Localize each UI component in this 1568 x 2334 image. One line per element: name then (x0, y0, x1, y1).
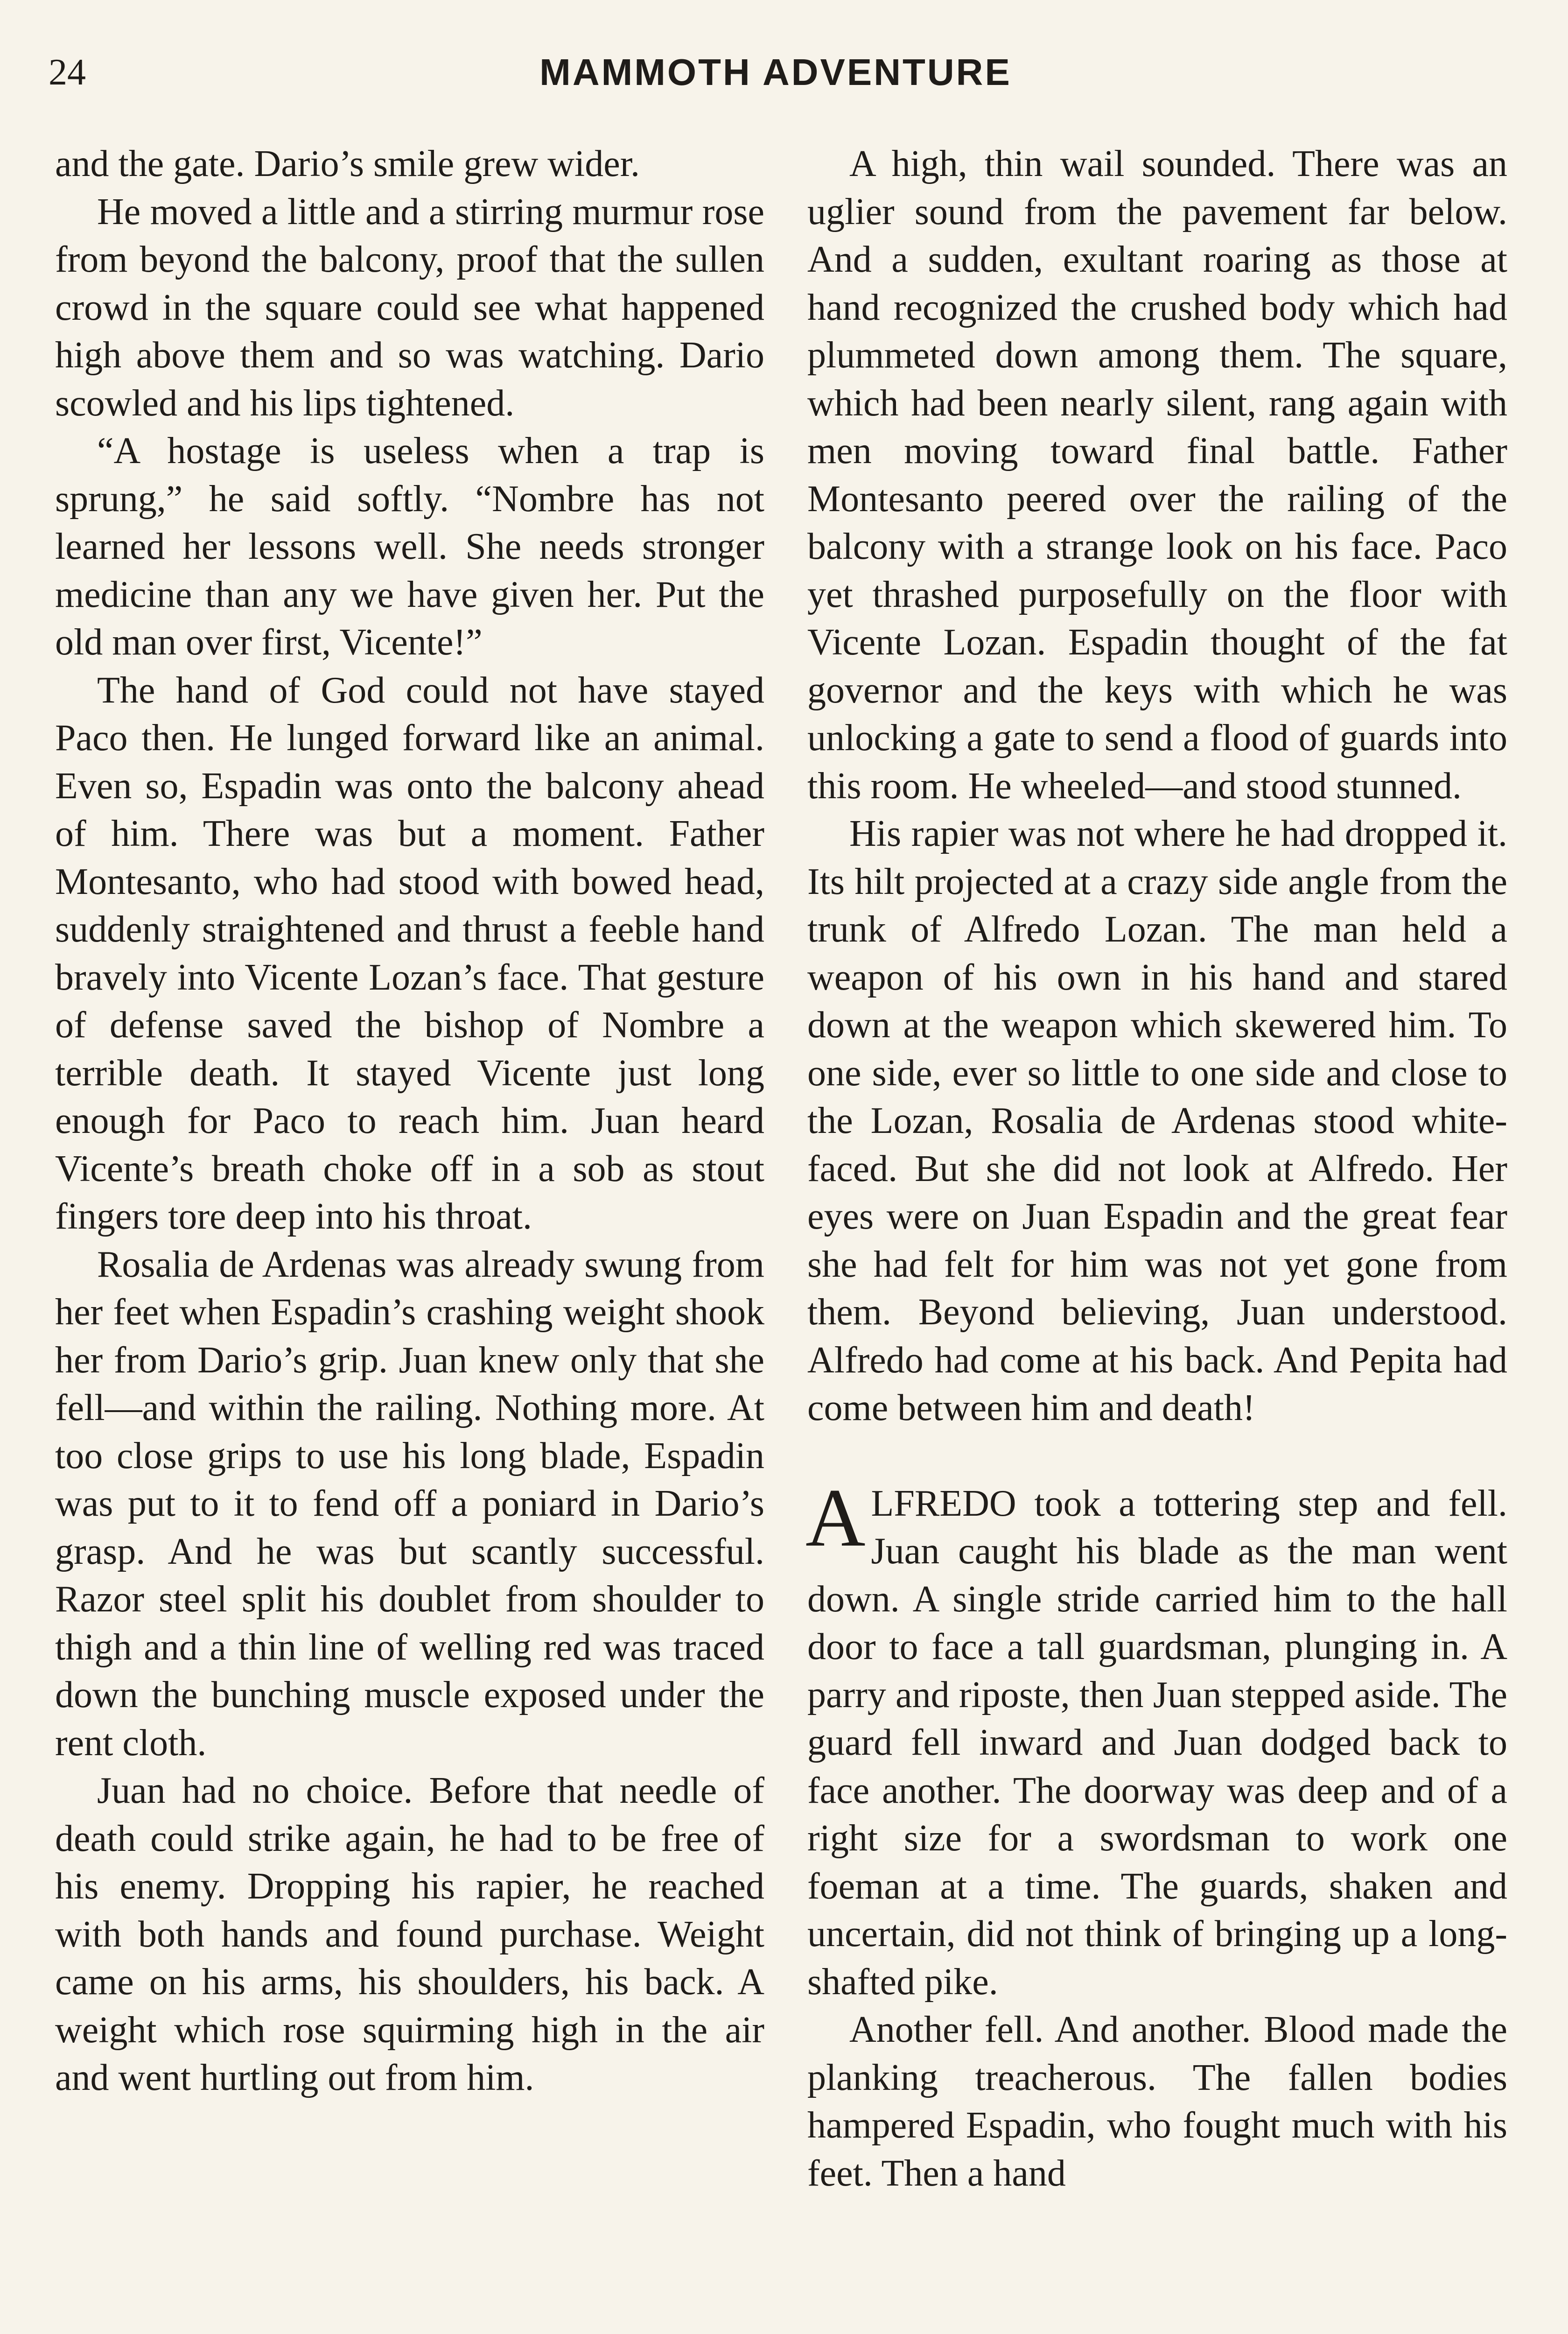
section-opening-text: LFREDO took a tottering step and fell. Juan caught his blade as the man went down. A single stride carried him to the hall door to face a tall guardsman, plunging in. A parry and riposte, then Juan stepped aside. The guard fell inward and Juan dodged back to face another. The doorway was deep and of a right size for a swordsman to work one foeman at a time. The guards, shaken and uncertain, did not think of bringing up a long-shafted pike. (807, 1483, 1507, 2003)
paragraph: The hand of God could not have stayed Paco then. He lunged forward like an animal. Even so, Espadin was onto the balcony ahead of him. There was but a moment. Father Montesanto, who had stood with bowed head, suddenly straightened and thrust a feeble hand bravely into Vicente Lozan’s face. That gesture of defense saved the bishop of Nombre a terrible death. It stayed Vicente just long enough for Paco to reach him. Juan heard Vicente’s breath choke off in a sob as stout fingers tore deep into his throat. (55, 669, 764, 1237)
drop-cap: A (805, 1471, 866, 1564)
paragraph: and the gate. Dario’s smile grew wider. (55, 143, 640, 184)
paragraph: Another fell. And another. Blood made the planking treacherous. The fallen bodies hampered Espadin, who fought much with his feet. Then a hand (807, 2009, 1507, 2194)
paragraph: He moved a little and a stirring murmur rose from beyond the balcony, proof that the sullen crowd in the square could see what happened high above them and so was watching. Dario scowled and his lips tightened. (55, 191, 764, 424)
running-title: MAMMOTH ADVENTURE (539, 51, 1012, 93)
section-opening-paragraph (805, 1471, 1507, 2006)
page-header (49, 47, 1503, 98)
left-column (55, 140, 764, 2102)
paragraph: A high, thin wail sounded. There was an uglier sound from the pavement far below. And a sudden, exultant roaring as those at hand recognized the crushed body which had plummeted down among them. The square, which had been nearly silent, rang again with men moving toward final battle. Father Montesanto peered over the railing of the balcony with a strange look on his face. Paco yet thrashed purposefully on the floor with Vicente Lozan. Espadin thought of the fat governor and the keys with which he was unlocking a gate to send a flood of guards into this room. He wheeled—and stood stunned. (807, 143, 1507, 807)
paragraph: Rosalia de Ardenas was already swung from her feet when Espadin’s crashing weight shook her from Dario’s grip. Juan knew only that she fell—and within the railing. Nothing more. At too close grips to use his long blade, Espadin was put to it to fend off a poniard in Dario’s grasp. And he was but scantly successful. Razor steel split his doublet from shoulder to thigh and a thin line of welling red was traced down the bunching muscle exposed under the rent cloth. (55, 1244, 764, 1764)
section-break (807, 1432, 1507, 1480)
paragraph: “A hostage is useless when a trap is sprung,” he said softly. “Nombre has not learned her lessons well. She needs stronger medicine than any we have given her. Put the old man over first, Vicente!” (55, 430, 764, 663)
paragraph: His rapier was not where he had dropped it. Its hilt projected at a crazy side angle from the trunk of Alfredo Lozan. The man held a weapon of his own in his hand and stared down at the weapon which skewered him. To one side, ever so little to one side and close to the Lozan, Rosalia de Ardenas stood white-faced. But she did not look at Alfredo. Her eyes were on Juan Espadin and the great fear she had felt for him was not yet gone from them. Beyond believing, Juan understood. Alfredo had come at his back. And Pepita had come between him and death! (807, 813, 1507, 1428)
paragraph: Juan had no choice. Before that needle of death could strike again, he had to be free of his enemy. Dropping his rapier, he reached with both hands and found purchase. Weight came on his arms, his shoulders, his back. A weight which rose squirming high in the air and went hurtling out from him. (55, 1770, 764, 2098)
right-column (807, 140, 1507, 2197)
page-number: 24 (49, 52, 86, 93)
